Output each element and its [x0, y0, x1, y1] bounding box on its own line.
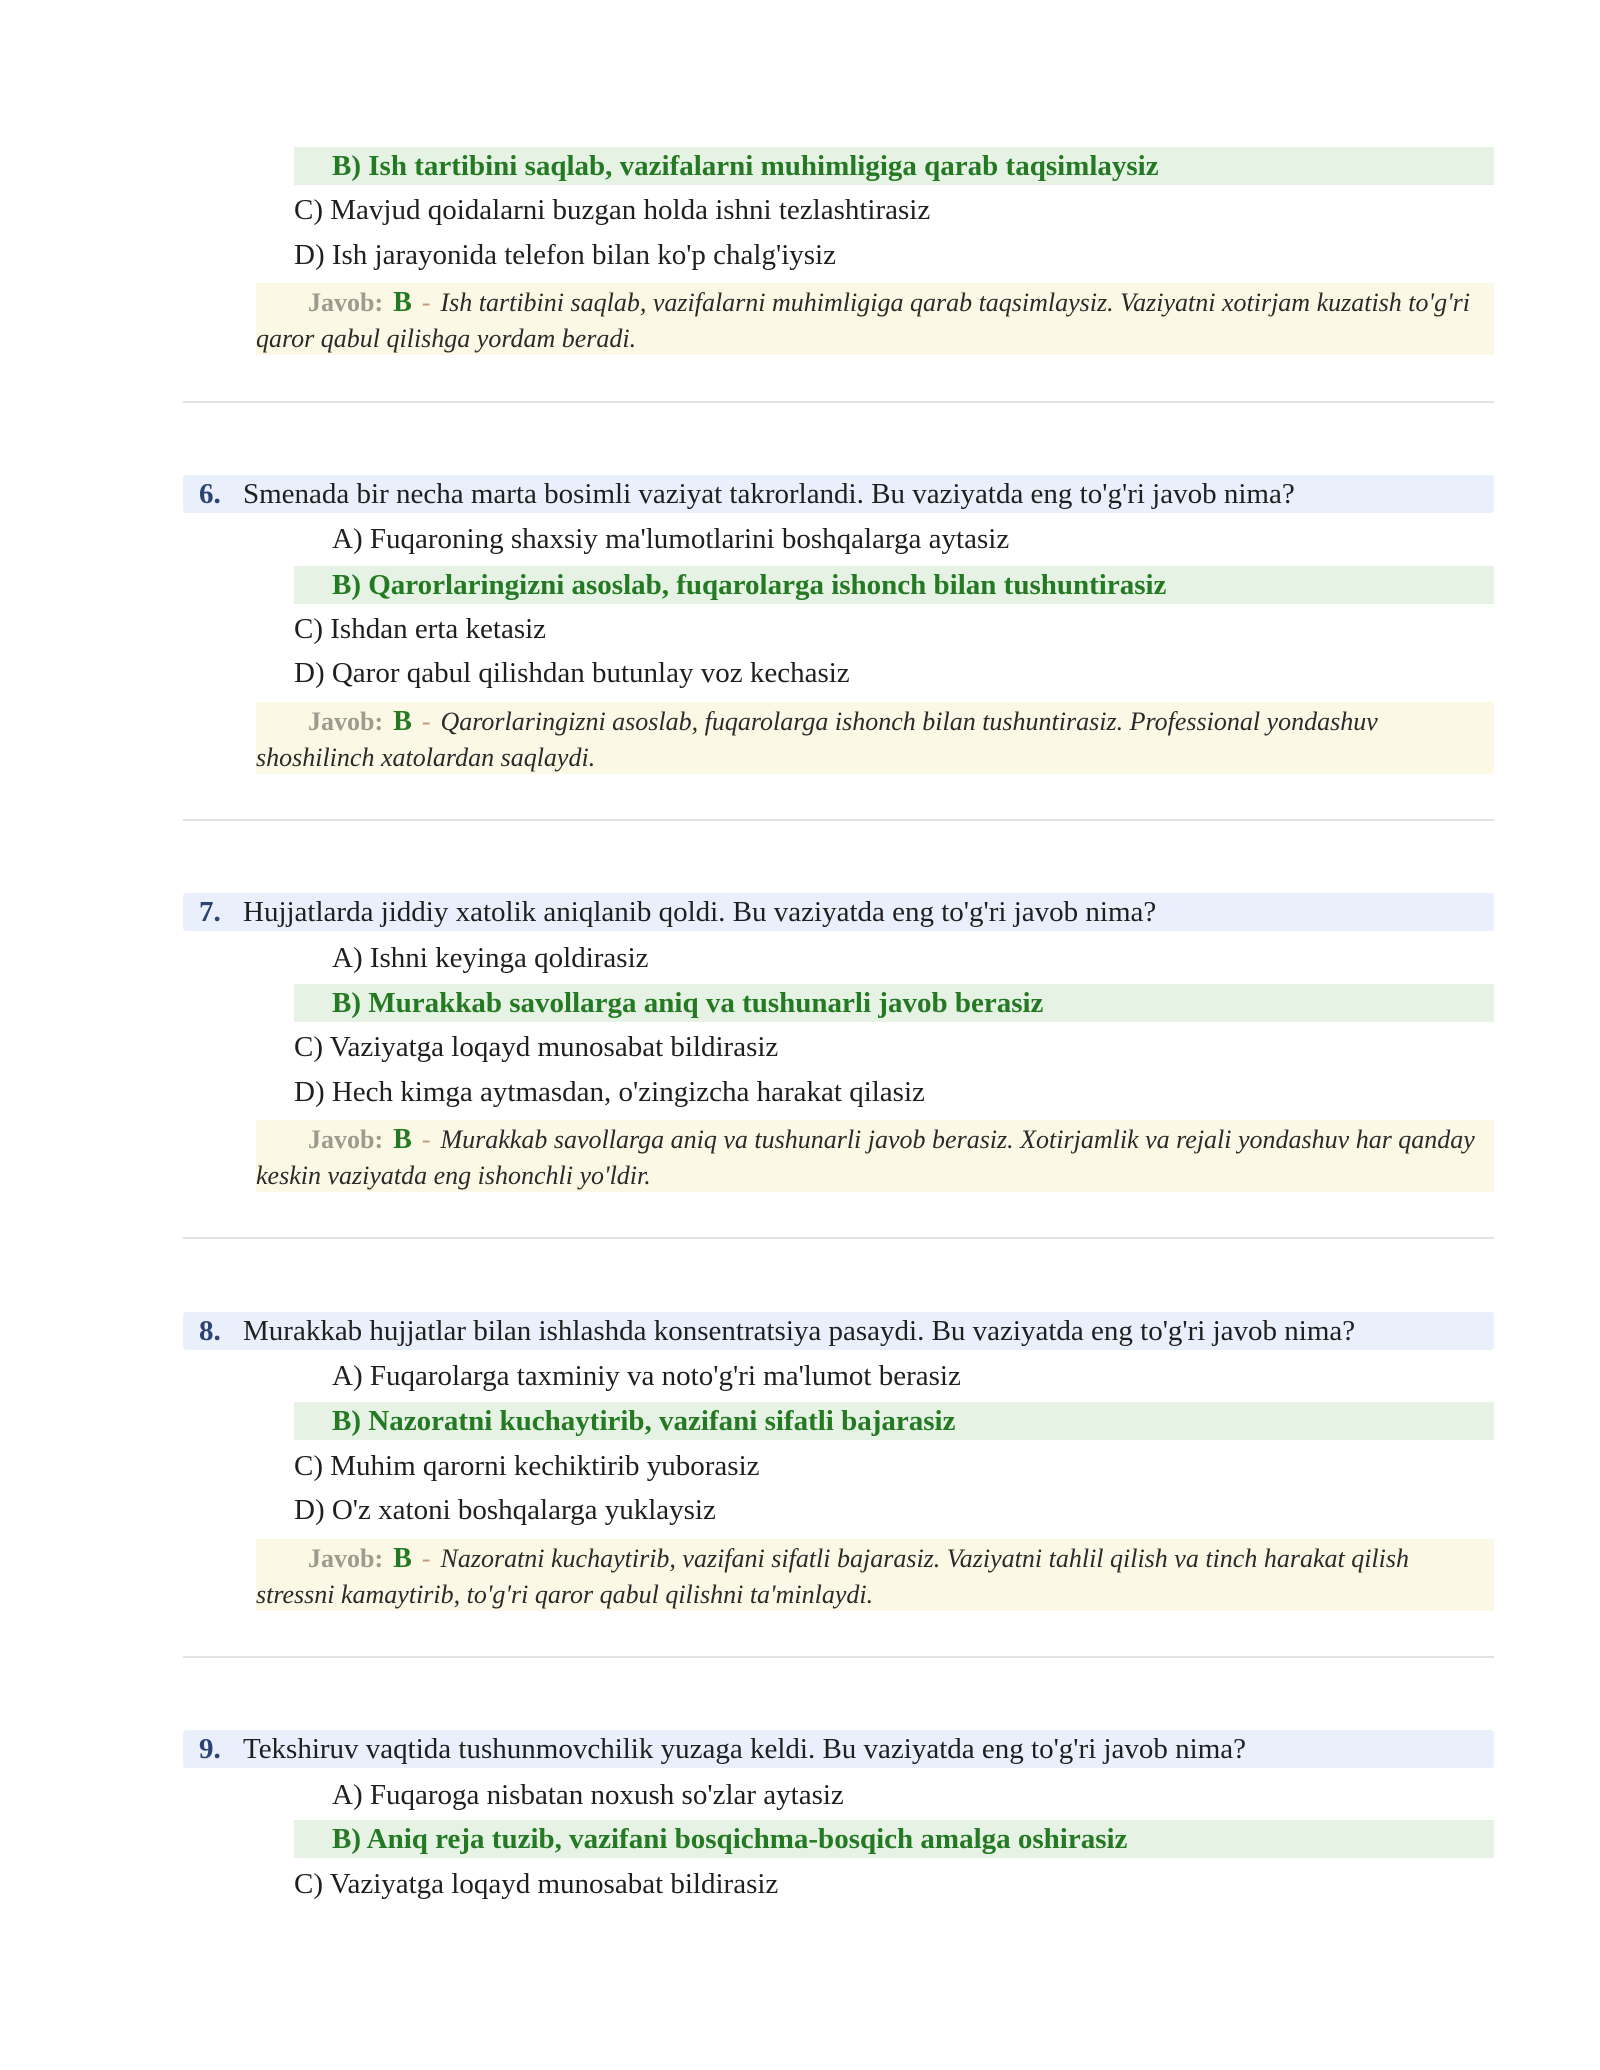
- answer-box: Javob: B - Qarorlaringizni asoslab, fuqarolarga ishonch bilan tushuntirasiz. Professional yondashuv shoshilinch xatolardan saqlaydi.: [256, 702, 1494, 774]
- answer-label: Javob:: [308, 1544, 384, 1573]
- option: C) Vaziyatga loqayd munosabat bildirasiz: [294, 1868, 779, 1900]
- answer-key: B: [393, 287, 412, 318]
- option-correct: B) Nazoratni kuchaytirib, vazifani sifatli bajarasiz: [294, 1402, 1494, 1440]
- question-number: 6.: [199, 478, 221, 510]
- question-text: Tekshiruv vaqtida tushunmovchilik yuzaga keldi. Bu vaziyatda eng to'g'ri javob nima?: [243, 1733, 1247, 1765]
- answer-box: Javob: B - Nazoratni kuchaytirib, vazifani sifatli bajarasiz. Vaziyatni tahlil qilish va tinch harakat qilish stressni kamaytirib, to'g'ri qaror qabul qilishni ta'minlaydi.: [256, 1539, 1494, 1611]
- question-row: [183, 1312, 1494, 1350]
- answer-key: B: [393, 1543, 412, 1574]
- divider: [183, 1237, 1494, 1239]
- option: D) Qaror qabul qilishdan butunlay voz kechasiz: [294, 657, 850, 689]
- answer-label: Javob:: [308, 288, 384, 317]
- answer-text: Nazoratni kuchaytirib, vazifani sifatli bajarasiz. Vaziyatni tahlil qilish va tinch harakat qilish stressni kamaytirib, to'g'ri qaror qabul qilishni ta'minlaydi.: [256, 1544, 1409, 1609]
- option: D) O'z xatoni boshqalarga yuklaysiz: [294, 1494, 716, 1526]
- answer-box: Javob: B - Murakkab savollarga aniq va tushunarli javob berasiz. Xotirjamlik va rejali yondashuv har qanday keskin vaziyatda eng ishonchli yo'ldir.: [256, 1120, 1494, 1192]
- answer-key: B: [393, 1124, 412, 1155]
- divider: [183, 1656, 1494, 1658]
- option: C) Muhim qarorni kechiktirib yuborasiz: [294, 1450, 760, 1482]
- option: C) Vaziyatga loqayd munosabat bildirasiz: [294, 1031, 779, 1063]
- divider: [183, 819, 1494, 821]
- question-row: [183, 1730, 1494, 1768]
- question-text: Smenada bir necha marta bosimli vaziyat takrorlandi. Bu vaziyatda eng to'g'ri javob nima?: [243, 478, 1295, 510]
- option: A) Fuqarolarga taxminiy va noto'g'ri ma'lumot berasiz: [332, 1360, 961, 1392]
- option: D) Hech kimga aytmasdan, o'zingizcha harakat qilasiz: [294, 1076, 925, 1108]
- option: A) Fuqaroning shaxsiy ma'lumotlarini boshqalarga aytasiz: [332, 523, 1010, 555]
- answer-text: Ish tartibini saqlab, vazifalarni muhimligiga qarab taqsimlaysiz. Vaziyatni xotirjam kuzatish to'g'ri qaror qabul qilishga yordam beradi.: [256, 288, 1470, 353]
- option-correct: B) Murakkab savollarga aniq va tushunarli javob berasiz: [294, 984, 1494, 1022]
- question-row: [183, 475, 1494, 513]
- question-text: Murakkab hujjatlar bilan ishlashda konsentratsiya pasaydi. Bu vaziyatda eng to'g'ri javob nima?: [243, 1315, 1356, 1347]
- option: C) Ishdan erta ketasiz: [294, 613, 547, 645]
- question-number: 7.: [199, 896, 221, 928]
- answer-box: Javob: B - Ish tartibini saqlab, vazifalarni muhimligiga qarab taqsimlaysiz. Vaziyatni xotirjam kuzatish to'g'ri qaror qabul qilishga yordam beradi.: [256, 283, 1494, 355]
- option: D) Ish jarayonida telefon bilan ko'p chalg'iysiz: [294, 239, 836, 271]
- answer-label: Javob:: [308, 707, 384, 736]
- option-correct: B) Aniq reja tuzib, vazifani bosqichma-bosqich amalga oshirasiz: [294, 1820, 1494, 1858]
- option: C) Mavjud qoidalarni buzgan holda ishni tezlashtirasiz: [294, 194, 931, 226]
- divider: [183, 401, 1494, 403]
- option-correct: B) Qarorlaringizni asoslab, fuqarolarga ishonch bilan tushuntirasiz: [294, 566, 1494, 604]
- answer-text: Murakkab savollarga aniq va tushunarli javob berasiz. Xotirjamlik va rejali yondashuv har qanday keskin vaziyatda eng ishonchli yo'ldir.: [256, 1125, 1475, 1190]
- option: A) Ishni keyinga qoldirasiz: [332, 942, 649, 974]
- answer-label: Javob:: [308, 1125, 384, 1154]
- question-row: [183, 893, 1494, 931]
- option: A) Fuqaroga nisbatan noxush so'zlar aytasiz: [332, 1779, 844, 1811]
- option-correct: B) Ish tartibini saqlab, vazifalarni muhimligiga qarab taqsimlaysiz: [294, 147, 1494, 185]
- question-number: 9.: [199, 1733, 221, 1765]
- question-text: Hujjatlarda jiddiy xatolik aniqlanib qoldi. Bu vaziyatda eng to'g'ri javob nima?: [243, 896, 1157, 928]
- answer-key: B: [393, 706, 412, 737]
- question-number: 8.: [199, 1315, 221, 1347]
- answer-text: Qarorlaringizni asoslab, fuqarolarga ishonch bilan tushuntirasiz. Professional yondashuv shoshilinch xatolardan saqlaydi.: [256, 707, 1378, 772]
